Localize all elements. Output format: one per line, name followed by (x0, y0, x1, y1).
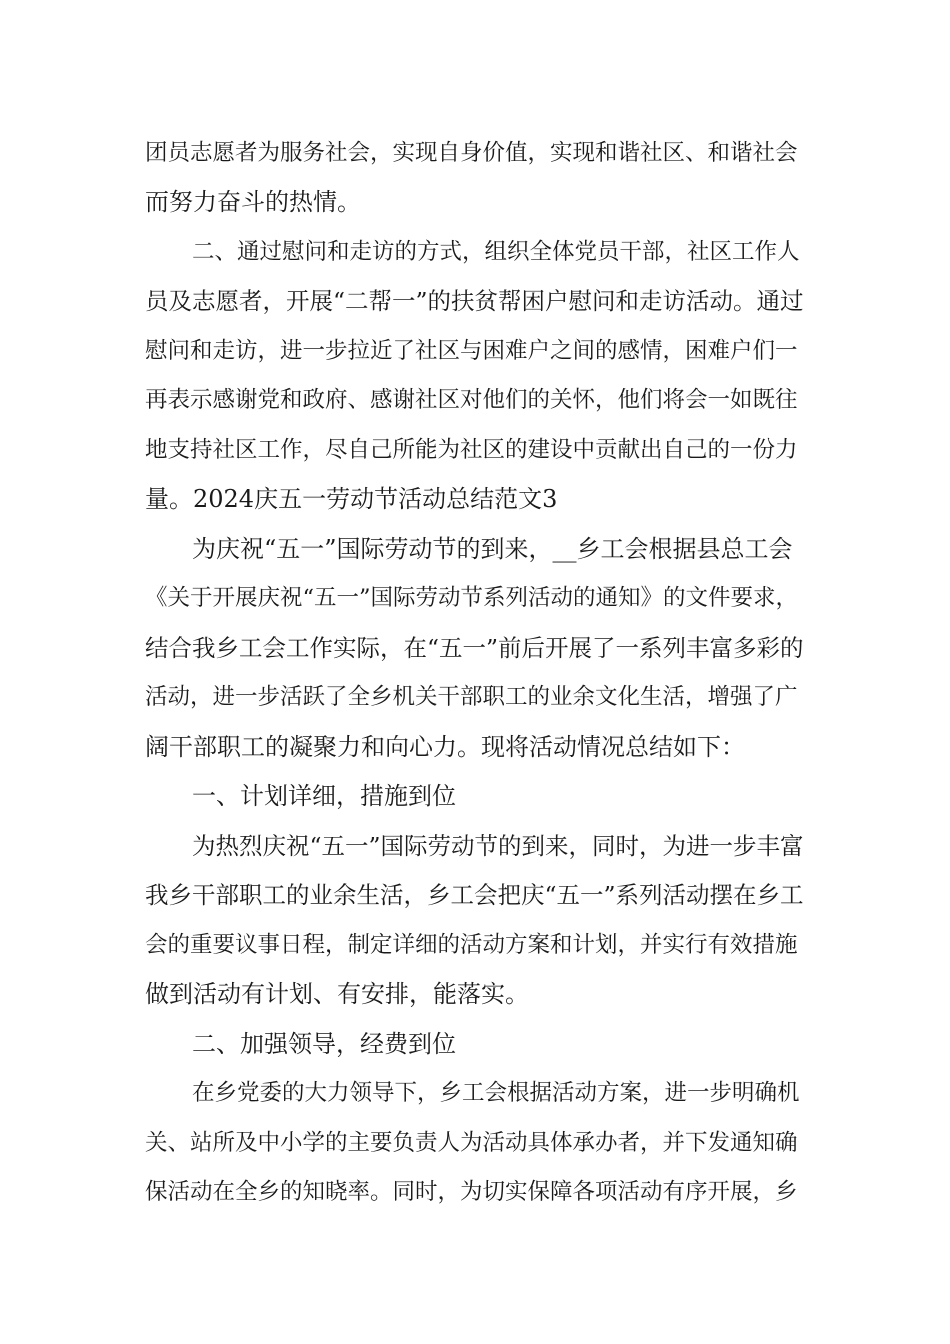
text-line: 地支持社区工作，尽自己所能为社区的建设中贡献出自己的一份力 (145, 437, 798, 463)
section-heading: 一、计划详细，措施到位 (192, 782, 456, 810)
text-line: 阔干部职工的凝聚力和向心力。现将活动情况总结如下： (145, 733, 745, 761)
text-line: 而努力奋斗的热情。 (145, 188, 361, 216)
text-line: 再表示感谢党和政府、感谢社区对他们的关怀，他们将会一如既往 (145, 387, 798, 413)
section-heading: 二、加强领导，经费到位 (192, 1030, 456, 1058)
text-line: 结合我乡工会工作实际，在“五一”前后开展了一系列丰富多彩的 (145, 634, 804, 662)
text-line: 量。2024庆五一劳动节活动总结范文3 (145, 485, 558, 513)
text-line: 保活动在全乡的知晓率。同时，为切实保障各项活动有序开展，乡 (145, 1179, 798, 1205)
text-line: 团员志愿者为服务社会，实现自身价值，实现和谐社区、和谐社会 (145, 140, 798, 166)
text-line: 在乡党委的大力领导下，乡工会根据活动方案，进一步明确机 (192, 1080, 800, 1106)
text-line: 会的重要议事日程，制定详细的活动方案和计划，并实行有效措施 (145, 932, 798, 958)
text-line: 做到活动有计划、有安排，能落实。 (145, 980, 529, 1008)
text-line: 我乡干部职工的业余生活，乡工会把庆“五一”系列活动摆在乡工 (145, 881, 804, 909)
text-line: 关、站所及中小学的主要负责人为活动具体承办者，并下发通知确 (145, 1130, 798, 1156)
text-line: 为庆祝“五一”国际劳动节的到来，__乡工会根据县总工会 (192, 535, 793, 563)
text-line: 《关于开展庆祝“五一”国际劳动节系列活动的通知》的文件要求， (145, 585, 799, 611)
text-line: 为热烈庆祝“五一”国际劳动节的到来，同时，为进一步丰富 (192, 832, 804, 860)
text-line: 活动，进一步活跃了全乡机关干部职工的业余文化生活，增强了广 (145, 684, 798, 710)
text-line: 二、通过慰问和走访的方式，组织全体党员干部，社区工作人 (192, 239, 800, 265)
text-line: 员及志愿者，开展“二帮一”的扶贫帮困户慰问和走访活动。通过 (145, 287, 804, 315)
text-line: 慰问和走访，进一步拉近了社区与困难户之间的感情，困难户们一 (145, 338, 798, 364)
